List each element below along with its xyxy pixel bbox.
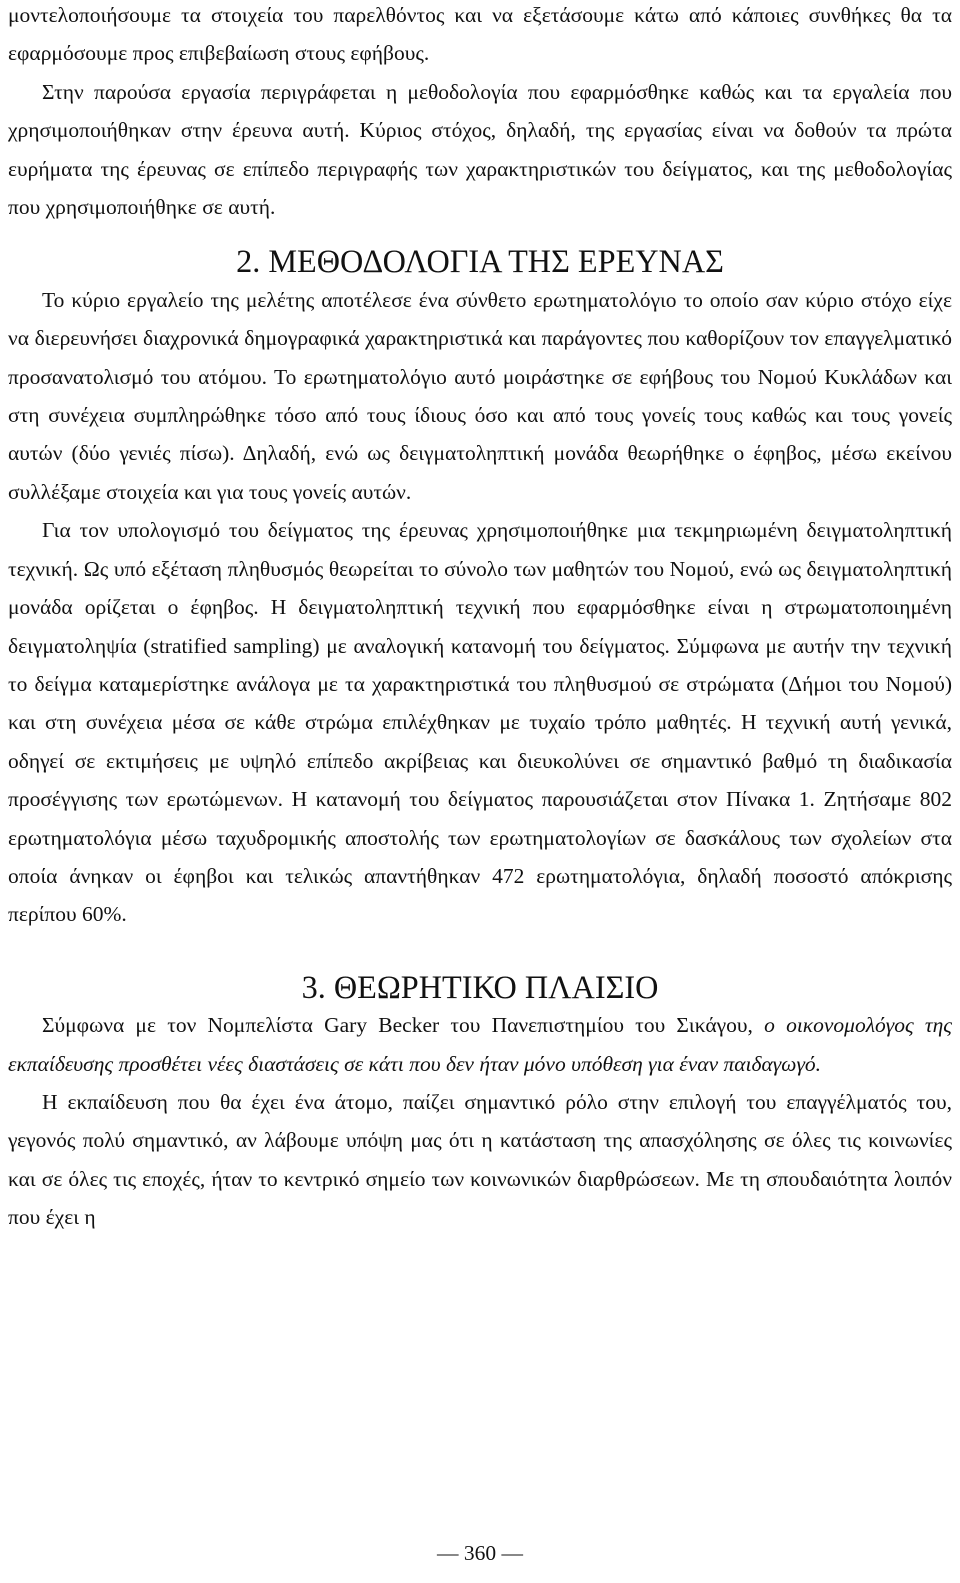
document-page	[8, 0, 952, 1237]
paragraph-method-sampling: Για τον υπολογισμό του δείγματος της έρευνας χρησιμοποιήθηκε μια τεκμηριωμένη δειγματοληπτική τεχνική. Ως υπό εξέταση πληθυσμός θεωρείται το σύνολο των μαθητών του Νομού, ενώ ως δειγματοληπτική μονάδα ορίζεται ο έφηβος. Η δειγματοληπτική τεχνική που εφαρμόσθηκε είναι η στρωματοποιημένη δειγματοληψία (stratified sampling) με αναλογική κατανομή του δείγματος. Σύμφωνα με αυτήν την τεχνική το δείγμα καταμερίστηκε ανάλογα με τα χαρακτηριστικά του πληθυσμού σε στρώματα (Δήμοι του Νομού) και στη συνέχεια μέσα σε κάθε στρώμα επιλέχθηκαν με τυχαίο τρόπο μαθητές. Η τεχνική αυτή γενικά, οδηγεί σε εκτιμήσεις με υψηλό επίπεδο ακρίβειας και διευκολύνει σε σημαντικό βαθμό τη διαδικασία προσέγγισης των ερωτώμενων. Η κατανομή του δείγματος παρουσιάζεται στον Πίνακα 1. Ζητήσαμε 802 ερωτηματολόγια μέσω ταχυδρομικής αποστολής των ερωτηματολογίων σε δασκάλους των σχολείων στα οποία άνηκαν οι έφηβοι και τελικώς απαντήθηκαν 472 ερωτηματολόγια, δηλαδή ποσοστό απόκρισης περίπου 60%.	[8, 518, 952, 927]
section-2-heading: 2. ΜΕΘΟΔΟΛΟΓΙΑ ΤΗΣ ΕΡΕΥΝΑΣ	[236, 243, 724, 280]
paragraph-present-work: Στην παρούσα εργασία περιγράφεται η μεθοδολογία που εφαρμόσθηκε καθώς και τα εργαλεία που χρησιμοποιήθηκαν στην έρευνα αυτή. Κύριος στόχος, δηλαδή, της εργασίας είναι να δοθούν τα πρώτα ευρήματα της έρευνας σε επίπεδο περιγραφής των χαρακτηριστικών του δείγματος, και της μεθοδολογίας που χρησιμοποιήθηκε σε αυτή.	[8, 79, 952, 220]
paragraph-method-tool: Το κύριο εργαλείο της μελέτης αποτέλεσε ένα σύνθετο ερωτηματολόγιο το οποίο σαν κύριο στόχο είχε να διερευνήσει διαχρονικά δημογραφικά χαρακτηριστικά και παράγοντες που καθορίζουν τον επαγγελματικό προσανατολισμό του ατόμου. Το ερωτηματολόγιο αυτό μοιράστηκε σε εφήβους του Νομού Κυκλάδων και στη συνέχεια συμπληρώθηκε τόσο από τους ίδιους όσο και από τους γονείς τους καθώς και τους γονείς αυτών (δύο γενιές πίσω). Δηλαδή, ενώ ως δειγματοληπτική μονάδα θεωρήθηκε ο έφηβος, μέσω εκείνου συλλέξαμε στοιχεία και για τους γονείς αυτών.	[8, 287, 952, 504]
becker-text: Σύμφωνα με τον Νομπελίστα Gary Becker του Πανεπιστημίου του Σικάγου,	[42, 1013, 765, 1038]
paragraph-intro: μοντελοποιήσουμε τα στοιχεία του παρελθόντος και να εξετάσουμε κάτω από κάποιες συνθήκες θα τα εφαρμόσουμε προς επιβεβαίωση στους εφήβους.	[8, 3, 952, 66]
section-3-heading: 3. ΘΕΩΡΗΤΙΚΟ ΠΛΑΙΣΙΟ	[301, 968, 659, 1005]
becker-quote-italic: ο οικονομολόγος της εκπαίδευσης προσθέτει νέες διαστάσεις σε κάτι που δεν ήταν μόνο υπόθεση για έναν παιδαγωγό.	[8, 1013, 952, 1076]
page-number: — 360 —	[437, 1541, 523, 1565]
paragraph-theory-becker	[8, 1006, 952, 1083]
paragraph-theory-education: Η εκπαίδευση που θα έχει ένα άτομο, παίζει σημαντικό ρόλο στην επιλογή του επαγγέλματός του, γεγονός πολύ σημαντικό, αν λάβουμε υπόψη μας ότι η κατάσταση της απασχόλησης σε όλες τις κοινωνίες και σε όλες τις εποχές, ήταν το κεντρικό σημείο των κοινωνικών διαρθρώσεων. Με τη σπουδαιότητα λοιπόν που έχει η	[8, 1089, 952, 1230]
